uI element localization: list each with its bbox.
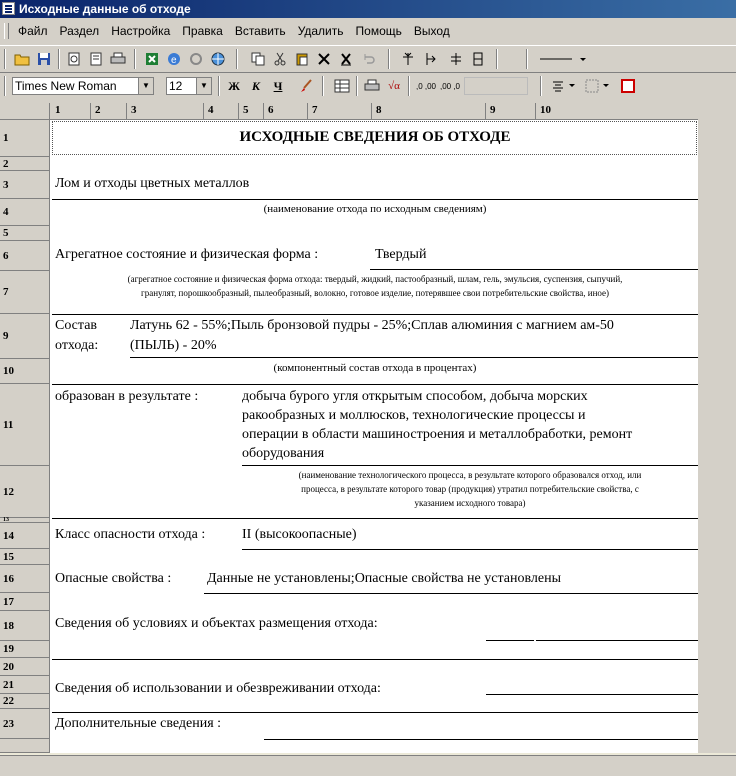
origin-hint-3: указанием исходного товара) [414, 498, 526, 508]
menu-exit[interactable]: Выход [413, 24, 450, 38]
composition-label: отхода: [55, 338, 99, 353]
row-header[interactable]: 6 [0, 241, 50, 271]
hazard-props-label: Опасные свойства : [55, 571, 172, 586]
format-toolbar [0, 73, 736, 99]
toolbar-separator [236, 49, 238, 69]
row-header[interactable]: 1 [0, 120, 50, 157]
toolbar-grip [4, 76, 6, 96]
column-header[interactable]: 8 [376, 104, 382, 116]
toolbar-separator [526, 49, 528, 69]
column-header[interactable]: 5 [243, 104, 249, 116]
state-hint-2: гранулят, порошкообразный, пылеобразный, волокно, готовое изделие, потерявшее свои потребительские свойства, иное) [141, 288, 609, 298]
underline [52, 199, 698, 200]
row-header[interactable]: 2 [0, 157, 50, 171]
cut-icon[interactable] [270, 49, 290, 69]
underline [370, 269, 698, 270]
row-header[interactable]: 15 [0, 549, 50, 565]
row-header[interactable]: 14 [0, 523, 50, 549]
composition-value[interactable]: Латунь 62 - 55%;Пыль бронзовой пудры - 25%;Сплав алюминия с магнием ам-50 [130, 318, 614, 333]
additional-label: Дополнительные сведения : [55, 716, 222, 731]
refresh-icon[interactable] [186, 49, 206, 69]
underline [486, 694, 698, 695]
origin-value[interactable]: операции в области машиностроения и металлобработки, ремонт [242, 427, 633, 442]
menu-settings[interactable]: Настройка [111, 24, 171, 38]
menu-edit[interactable]: Правка [182, 24, 223, 38]
menu-help[interactable]: Помощь [355, 24, 402, 38]
document-heading: ИСХОДНЫЕ СВЕДЕНИЯ ОБ ОТХОДЕ [239, 129, 511, 145]
page-setup-icon[interactable] [86, 49, 106, 69]
window-title: Исходные данные об отходе [19, 2, 191, 16]
row-header[interactable] [0, 739, 50, 753]
state-label: Агрегатное состояние и физическая форма : [55, 247, 319, 262]
spreadsheet [0, 103, 736, 753]
fill-color-icon[interactable] [618, 76, 638, 96]
column-header[interactable]: 3 [131, 104, 137, 116]
underline [52, 314, 698, 315]
row-header[interactable]: 17 [0, 593, 50, 611]
column-header[interactable]: 6 [268, 104, 274, 116]
line-style-dropdown[interactable] [534, 49, 590, 69]
row-header[interactable]: 12 [0, 466, 50, 518]
toolbar-separator [134, 49, 136, 69]
waste-name[interactable]: Лом и отходы цветных металлов [55, 176, 250, 191]
sheet-margin [698, 103, 736, 753]
hazard-props-value[interactable]: Данные не установлены;Опасные свойства не установлены [207, 571, 561, 586]
column-header[interactable]: 1 [55, 104, 61, 116]
menu-bar [0, 20, 736, 42]
underline [242, 465, 698, 466]
row-header[interactable]: 13 [0, 518, 50, 523]
print-preview-icon[interactable] [64, 49, 84, 69]
save-icon[interactable] [34, 49, 54, 69]
placement-label: Сведения об условиях и объектах размещения отхода: [55, 616, 378, 631]
underline [264, 739, 698, 740]
internet-icon[interactable] [164, 49, 184, 69]
delete-icon[interactable] [314, 49, 334, 69]
waste-name-hint: (наименование отхода по исходным сведениям) [263, 203, 487, 215]
toolbar-separator [58, 49, 60, 69]
underline [242, 549, 698, 550]
underline [52, 518, 698, 519]
row-header[interactable]: 9 [0, 314, 50, 359]
print-icon[interactable] [362, 76, 382, 96]
decimal-decrease-button[interactable]: ,00 ,0 [439, 81, 460, 91]
value-field[interactable] [464, 77, 528, 95]
row-header[interactable]: 21 [0, 676, 50, 694]
underline-button[interactable]: Ч [273, 78, 283, 93]
underline [486, 640, 534, 641]
row-header[interactable]: 4 [0, 199, 50, 226]
font-name-select[interactable] [12, 77, 154, 95]
row-header[interactable]: 3 [0, 171, 50, 199]
toolbar-separator [408, 76, 410, 96]
row-header[interactable]: 19 [0, 641, 50, 658]
clear-format-icon[interactable] [336, 49, 356, 69]
row-header[interactable]: 16 [0, 565, 50, 593]
cell-format-icon[interactable] [332, 76, 352, 96]
origin-value[interactable]: оборудования [242, 446, 325, 461]
decimal-increase-button[interactable]: ,0 ,00 [415, 81, 436, 91]
chevron-down-icon[interactable]: ▼ [138, 78, 153, 94]
status-bar [0, 755, 736, 776]
column-header[interactable]: 7 [312, 104, 318, 116]
formula-button[interactable]: √α [388, 80, 400, 92]
font-name-value: Times New Roman [15, 79, 117, 93]
hazard-class-value[interactable]: II (высокоопасные) [242, 527, 357, 542]
toolbar-separator [218, 76, 220, 96]
menu-insert[interactable]: Вставить [234, 24, 286, 38]
column-header[interactable]: 10 [540, 104, 551, 116]
row-header[interactable]: 18 [0, 611, 50, 641]
row-header[interactable]: 22 [0, 694, 50, 709]
state-hint-1: (агрегатное состояние и физическая форма отхода: твердый, жидкий, пастообразный, шлам, гель, эмульсия, суспензия, сыпучий, [127, 274, 623, 284]
paste-icon[interactable] [292, 49, 312, 69]
globe-icon[interactable] [208, 49, 228, 69]
insert-row-icon[interactable] [398, 49, 418, 69]
toolbar-separator [322, 76, 324, 96]
underline [204, 593, 698, 594]
toolbar-separator [540, 76, 542, 96]
undo-icon[interactable] [358, 49, 378, 69]
row-header[interactable]: 7 [0, 271, 50, 314]
underline [52, 659, 698, 660]
toolbar-grip [4, 49, 6, 69]
print-icon[interactable] [108, 49, 128, 69]
open-icon[interactable] [12, 49, 32, 69]
bold-button[interactable]: Ж [228, 78, 240, 93]
delete-row-icon[interactable] [446, 49, 466, 69]
row-header[interactable]: 10 [0, 359, 50, 384]
row-header[interactable]: 5 [0, 226, 50, 241]
svg-text:e: e [171, 55, 177, 66]
title-bar [0, 0, 736, 18]
row-header[interactable]: 20 [0, 658, 50, 676]
column-header[interactable]: 9 [490, 104, 496, 116]
usage-label: Сведения об использовании и обезвреживании отхода: [55, 681, 381, 696]
underline [130, 357, 698, 358]
corner-cell[interactable] [0, 103, 50, 119]
state-value[interactable]: Твердый [375, 247, 427, 262]
composition-value[interactable]: (ПЫЛЬ) - 20% [130, 338, 217, 353]
app-icon [2, 2, 15, 15]
chevron-down-icon[interactable]: ▼ [196, 78, 211, 94]
column-header-bar [0, 103, 698, 120]
insert-column-icon[interactable] [420, 49, 440, 69]
column-header[interactable]: 4 [208, 104, 214, 116]
chevron-down-icon[interactable] [600, 76, 612, 96]
delete-column-icon[interactable] [468, 49, 488, 69]
hazard-class-label: Класс опасности отхода : [55, 527, 206, 542]
excel-export-icon[interactable] [142, 49, 162, 69]
toolbar-separator [496, 49, 498, 69]
underline [52, 384, 698, 385]
chevron-down-icon[interactable] [566, 76, 578, 96]
row-header[interactable]: 11 [0, 384, 50, 466]
copy-icon[interactable] [248, 49, 268, 69]
composition-hint: (компонентный состав отхода в процентах) [273, 362, 477, 374]
italic-button[interactable]: К [251, 78, 261, 93]
composition-label: Состав [55, 318, 98, 333]
column-header[interactable]: 2 [95, 104, 101, 116]
menu-grip [4, 23, 9, 39]
origin-value[interactable]: ракообразных и моллюсков, технологические процессы и [242, 408, 586, 423]
underline [536, 640, 698, 641]
row-header[interactable]: 23 [0, 709, 50, 739]
menu-file[interactable]: Файл [18, 24, 48, 38]
font-size-select[interactable] [166, 77, 212, 95]
origin-hint-2: процесса, в результате которого товар (продукция) утратил потребительские свойства, с [301, 484, 639, 494]
brush-icon[interactable] [296, 76, 316, 96]
toolbar-separator [388, 49, 390, 69]
menu-delete[interactable]: Удалить [297, 24, 344, 38]
underline [52, 712, 698, 713]
align-center-icon[interactable] [548, 76, 568, 96]
origin-label: образован в результате : [55, 389, 199, 404]
standard-toolbar [0, 45, 736, 73]
toolbar-separator [356, 76, 358, 96]
menu-section[interactable]: Раздел [59, 24, 100, 38]
origin-hint-1: (наименование технологического процесса, в результате которого образовался отход, или [298, 470, 642, 480]
borders-icon[interactable] [582, 76, 602, 96]
origin-value[interactable]: добыча бурого угля открытым способом, добыча морских [242, 389, 588, 404]
font-size-value: 12 [169, 79, 183, 93]
